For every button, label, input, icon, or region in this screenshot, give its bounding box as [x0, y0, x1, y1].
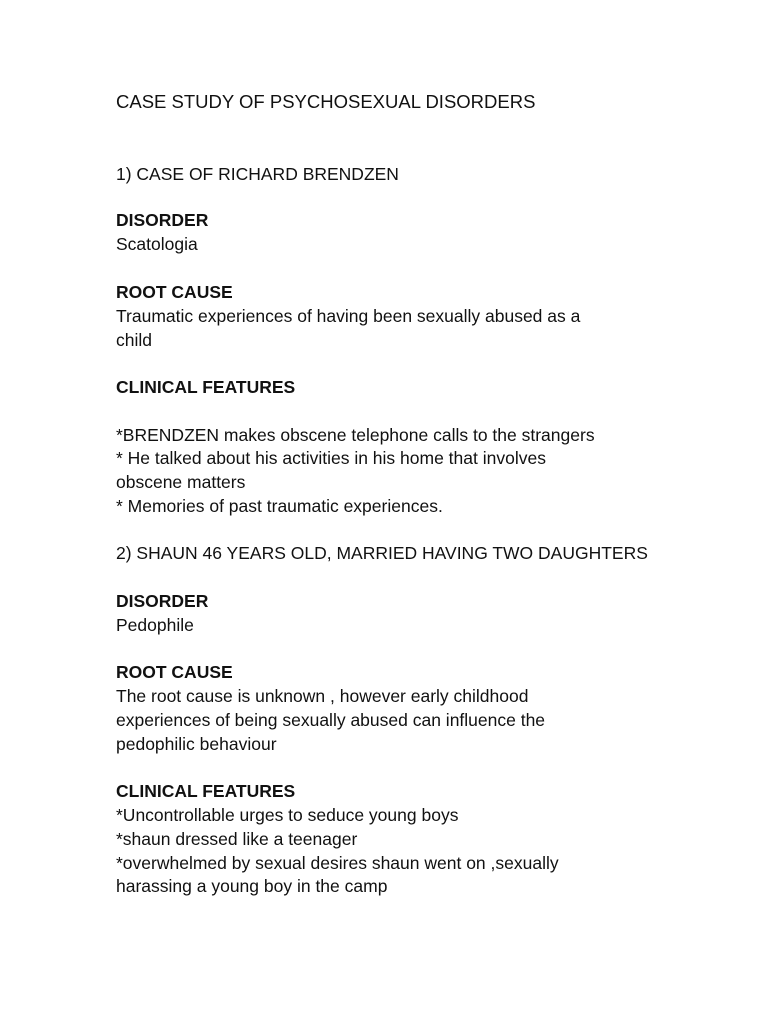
- case1-root-cause-label: ROOT CAUSE: [116, 282, 233, 302]
- case1-disorder-value: Scatologia: [116, 234, 198, 254]
- case2-heading: 2) SHAUN 46 YEARS OLD, MARRIED HAVING TWO DAUGHTERS: [116, 543, 648, 563]
- case2-root-cause-label: ROOT CAUSE: [116, 662, 233, 682]
- case2-root-cause-line: pedophilic behaviour: [116, 734, 277, 754]
- case2-root-cause-line: experiences of being sexually abused can influence the: [116, 710, 546, 730]
- case1-clinical-line: *BRENDZEN makes obscene telephone calls to the strangers: [116, 425, 595, 445]
- case2-clinical-line: harassing a young boy in the camp: [116, 876, 388, 896]
- case1-clinical-line: obscene matters: [116, 472, 246, 492]
- document-title: CASE STUDY OF PSYCHOSEXUAL DISORDERS: [116, 91, 536, 112]
- case1-heading: 1) CASE OF RICHARD BRENDZEN: [116, 164, 399, 184]
- case2-clinical-line: *overwhelmed by sexual desires shaun went on ,sexually: [116, 853, 559, 873]
- case1-disorder-label: DISORDER: [116, 210, 209, 230]
- case2-disorder-label: DISORDER: [116, 591, 209, 611]
- case1-root-cause-line: child: [116, 330, 152, 350]
- case2-disorder-value: Pedophile: [116, 615, 194, 635]
- case1-clinical-line: * He talked about his activities in his home that involves: [116, 448, 546, 468]
- case2-root-cause-line: The root cause is unknown , however early childhood: [116, 686, 529, 706]
- case1-root-cause-line: Traumatic experiences of having been sexually abused as a: [116, 306, 581, 326]
- case1-clinical-label: CLINICAL FEATURES: [116, 377, 296, 397]
- case1-clinical-line: * Memories of past traumatic experiences.: [116, 496, 443, 516]
- case2-clinical-line: *shaun dressed like a teenager: [116, 829, 358, 849]
- case2-clinical-label: CLINICAL FEATURES: [116, 781, 296, 801]
- case2-clinical-line: *Uncontrollable urges to seduce young boys: [116, 805, 459, 825]
